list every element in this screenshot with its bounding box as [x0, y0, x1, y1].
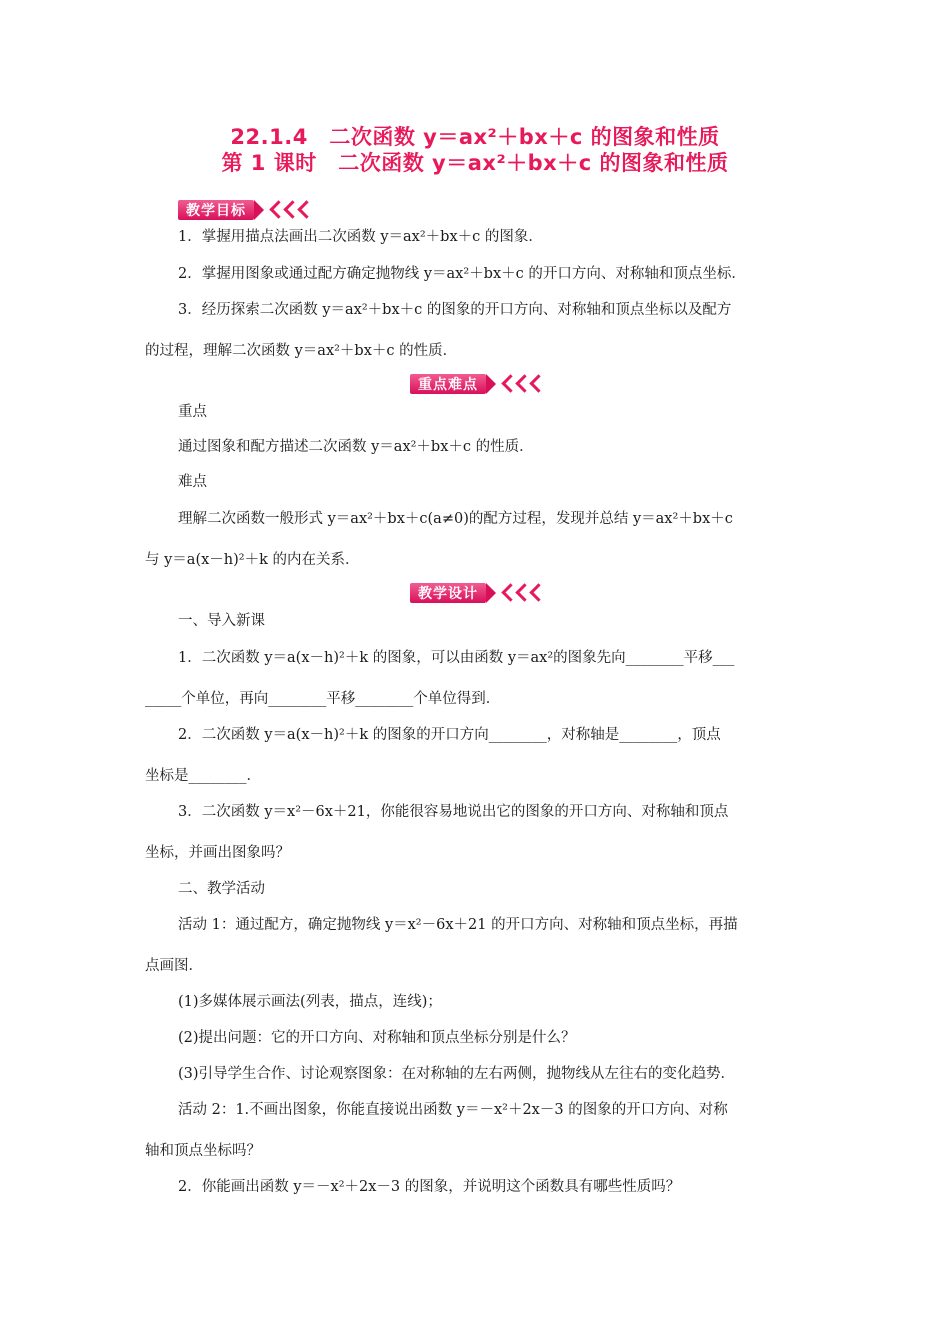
chevron-left-icon — [514, 373, 528, 395]
section-label-keypoints: 重点难点 — [410, 374, 486, 394]
design-line: 轴和顶点坐标吗？ — [145, 1143, 261, 1159]
chevron-left-icon — [268, 199, 282, 221]
chevrons-decoration — [268, 199, 310, 221]
section-banner-design — [410, 582, 542, 604]
chevron-left-icon — [500, 373, 514, 395]
goal-line: 3．经历探索二次函数 y＝ax²＋bx＋c 的图象的开口方向、对称轴和顶点坐标以及配方 — [178, 302, 732, 318]
design-line: 2．二次函数 y＝a(x－h)²＋k 的图象的开口方向________，对称轴是________，顶点 — [178, 727, 721, 743]
chevron-left-icon — [500, 582, 514, 604]
chevron-left-icon — [296, 199, 310, 221]
design-line: 点画图． — [145, 958, 203, 974]
chevron-left-icon — [282, 199, 296, 221]
chevron-left-icon — [528, 582, 542, 604]
goal-line: 2．掌握用图象或通过配方确定抛物线 y＝ax²＋bx＋c 的开口方向、对称轴和顶点坐标． — [178, 266, 746, 282]
chevron-left-icon — [528, 373, 542, 395]
design-line: 1．二次函数 y＝a(x－h)²＋k 的图象，可以由函数 y＝ax²的图象先向________平移___ — [178, 650, 735, 666]
goal-line: 1．掌握用描点法画出二次函数 y＝ax²＋bx＋c 的图象． — [178, 229, 543, 245]
design-line: 活动 2：1.不画出图象，你能直接说出函数 y＝－x²＋2x－3 的图象的开口方向、对称 — [178, 1102, 728, 1118]
goal-line: 的过程，理解二次函数 y＝ax²＋bx＋c 的性质． — [145, 343, 458, 359]
lesson-subtitle: 第 1 课时 二次函数 y＝ax²＋bx＋c 的图象和性质 — [221, 151, 729, 175]
keypoint-heading: 重点 — [178, 404, 207, 420]
section-label-design: 教学设计 — [410, 583, 486, 603]
chevrons-decoration — [500, 373, 542, 395]
design-line: 坐标，并画出图象吗？ — [145, 845, 290, 861]
design-line: (2)提出问题：它的开口方向、对称轴和顶点坐标分别是什么？ — [178, 1030, 576, 1046]
chevrons-decoration — [500, 582, 542, 604]
section-label-goals: 教学目标 — [178, 200, 254, 220]
lesson-title: 22.1.4 二次函数 y＝ax²＋bx＋c 的图象和性质 — [230, 125, 720, 149]
design-line: 2．你能画出函数 y＝－x²＋2x－3 的图象，并说明这个函数具有哪些性质吗？ — [178, 1179, 681, 1195]
section-banner-goals — [178, 199, 310, 221]
design-line: 坐标是________． — [145, 768, 261, 784]
keypoint-line: 理解二次函数一般形式 y＝ax²＋bx＋c(a≠0)的配方过程，发现并总结 y＝ax²＋bx＋c — [178, 511, 733, 527]
design-heading: 一、导入新课 — [178, 613, 265, 629]
design-line: (3)引导学生合作、讨论观察图象：在对称轴的左右两侧，抛物线从左往右的变化趋势． — [178, 1066, 736, 1082]
chevron-left-icon — [514, 582, 528, 604]
design-line: _____个单位，再向________平移________个单位得到． — [145, 691, 501, 707]
keypoint-heading: 难点 — [178, 474, 207, 490]
keypoint-line: 通过图象和配方描述二次函数 y＝ax²＋bx＋c 的性质． — [178, 439, 534, 455]
design-heading: 二、教学活动 — [178, 881, 265, 897]
design-line: (1)多媒体展示画法(列表，描点，连线)； — [178, 994, 442, 1010]
design-line: 活动 1：通过配方，确定抛物线 y＝x²－6x＋21 的开口方向、对称轴和顶点坐标，再描 — [178, 917, 738, 933]
keypoint-line: 与 y＝a(x－h)²＋k 的内在关系． — [145, 552, 360, 568]
design-line: 3．二次函数 y＝x²－6x＋21，你能很容易地说出它的图象的开口方向、对称轴和顶点 — [178, 804, 729, 820]
section-banner-keypoints — [410, 373, 542, 395]
